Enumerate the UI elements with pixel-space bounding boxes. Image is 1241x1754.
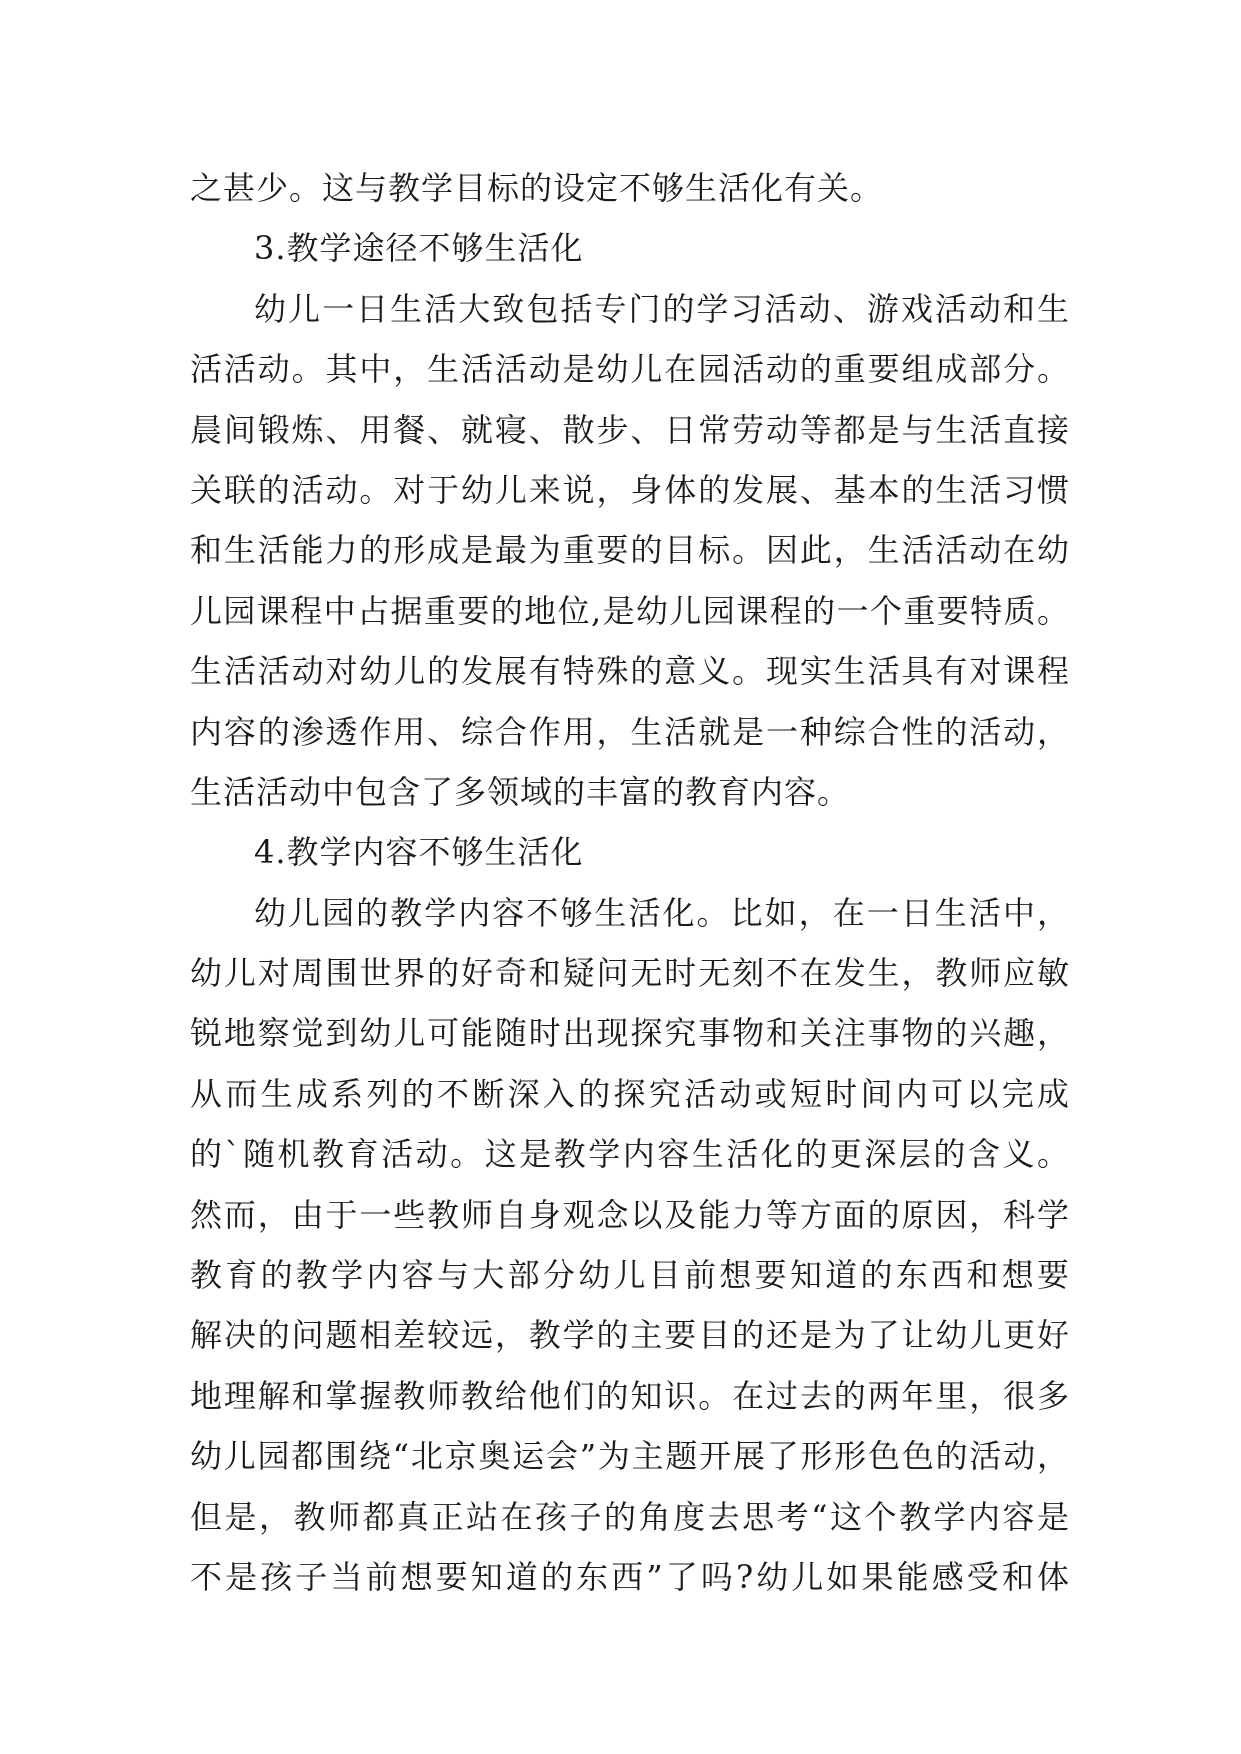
paragraph-line: 幼儿园都围绕“北京奥运会”为主题开展了形形色色的活动， xyxy=(190,1437,1070,1476)
paragraph-line: 不是孩子当前想要知道的东西”了吗?幼儿如果能感受和体 xyxy=(190,1557,1070,1596)
paragraph-line: 解决的问题相差较远，教学的主要目的还是为了让幼儿更好 xyxy=(190,1316,1070,1355)
paragraph-line: 的`随机教育活动。这是教学内容生活化的更深层的含义。 xyxy=(190,1135,1070,1174)
paragraph-line: 关联的活动。对于幼儿来说，身体的发展、基本的生活习惯 xyxy=(190,470,1070,509)
section-heading-4: 4.教学内容不够生活化 xyxy=(254,833,584,872)
paragraph-line: 晨间锻炼、用餐、就寝、散步、日常劳动等都是与生活直接 xyxy=(190,410,1070,449)
paragraph-line: 活活动。其中，生活活动是幼儿在园活动的重要组成部分。 xyxy=(190,350,1070,389)
paragraph-line: 生活活动对幼儿的发展有特殊的意义。现实生活具有对课程 xyxy=(190,652,1070,691)
paragraph-line: 幼儿对周围世界的好奇和疑问无时无刻不在发生，教师应敏 xyxy=(190,954,1070,993)
paragraph-line: 内容的渗透作用、综合作用，生活就是一种综合性的活动， xyxy=(190,712,1070,751)
paragraph-line: 和生活能力的形成是最为重要的目标。因此，生活活动在幼 xyxy=(190,531,1070,570)
paragraph-line: 地理解和掌握教师教给他们的知识。在过去的两年里，很多 xyxy=(190,1376,1070,1415)
paragraph-line: 儿园课程中占据重要的地位,是幼儿园课程的一个重要特质。 xyxy=(190,591,1070,630)
paragraph-line: 锐地察觉到幼儿可能随时出现探究事物和关注事物的兴趣， xyxy=(190,1014,1070,1053)
paragraph-line: 但是，教师都真正站在孩子的角度去思考“这个教学内容是 xyxy=(190,1497,1070,1536)
paragraph-line: 教育的教学内容与大部分幼儿目前想要知道的东西和想要 xyxy=(190,1256,1070,1295)
paragraph-line: 生活活动中包含了多领域的丰富的教育内容。 xyxy=(190,772,851,811)
paragraph-line: 幼儿园的教学内容不够生活化。比如，在一日生活中， xyxy=(254,893,1070,932)
paragraph-line: 然而，由于一些教师自身观念以及能力等方面的原因，科学 xyxy=(190,1195,1070,1234)
body-text xyxy=(190,158,1070,1607)
paragraph-line: 幼儿一日生活大致包括专门的学习活动、游戏活动和生 xyxy=(254,289,1070,328)
paragraph-line: 之甚少。这与教学目标的设定不够生活化有关。 xyxy=(190,169,884,207)
paragraph-line: 从而生成系列的不断深入的探究活动或短时间内可以完成 xyxy=(190,1074,1070,1113)
section-heading-3: 3.教学途径不够生活化 xyxy=(254,229,584,268)
